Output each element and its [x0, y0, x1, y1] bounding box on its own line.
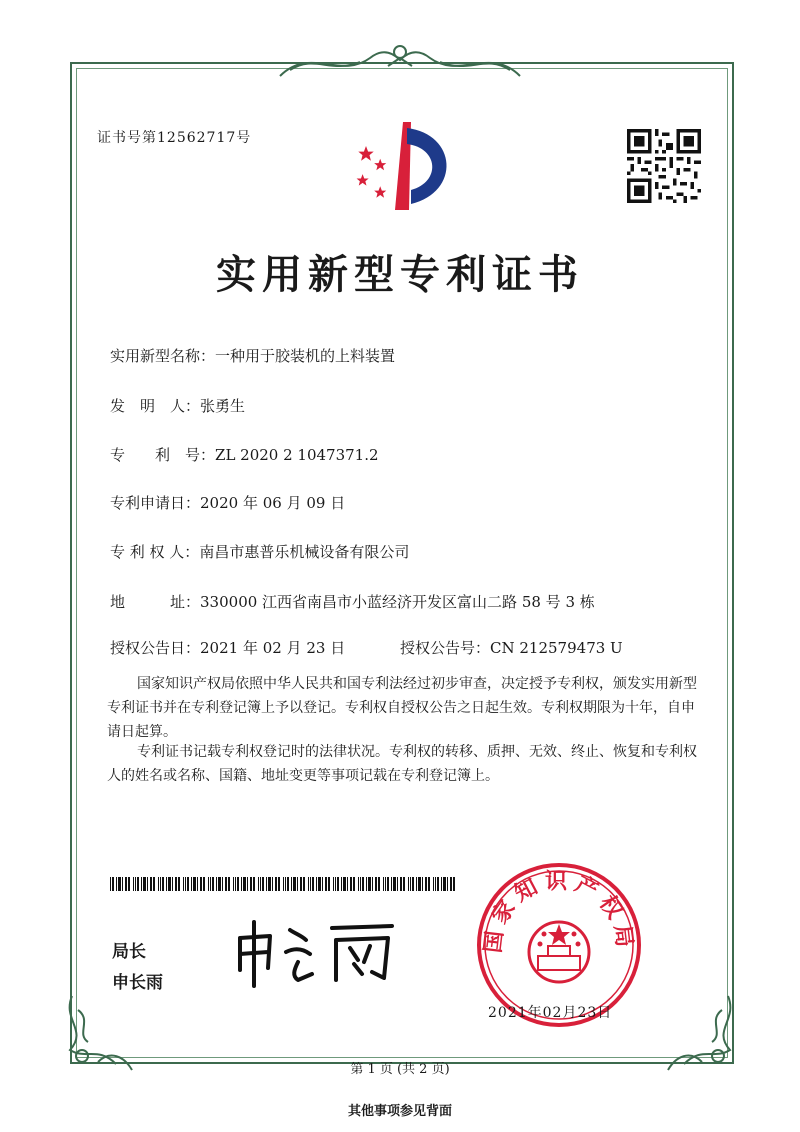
- page-number: 第 1 页 (共 2 页): [350, 1062, 450, 1077]
- field-label: 授权公告日：: [110, 639, 201, 657]
- barcode: [110, 877, 456, 891]
- field-inventor: [110, 395, 245, 416]
- handwritten-signature: [232, 918, 402, 990]
- certificate-number: 证书号第12562717号: [97, 130, 252, 146]
- qr-code: [627, 128, 701, 204]
- seal-date: 2021年02月23日: [488, 1005, 613, 1021]
- field-value: 2020 年 06 月 09 日: [200, 494, 346, 512]
- field-label: 专 利 权 人：: [110, 543, 200, 561]
- field-label: 发 明 人：: [110, 397, 201, 415]
- chief-name: 申长雨: [112, 973, 163, 993]
- field-value: 一种用于胶装机的上料装置: [215, 347, 396, 365]
- field-address: [110, 591, 595, 612]
- chief-title: 局长: [112, 942, 146, 962]
- statement-paragraph-1: 国家知识产权局依照中华人民共和国专利法经过初步审查，决定授予专利权，颁发实用新型专利证书并在专利登记簿上予以登记。专利权自授权公告之日起生效。专利权期限为十年，自申请日起算。: [107, 676, 697, 740]
- certificate-title: 实用新型专利证书: [216, 252, 584, 298]
- field-patent-number: [110, 444, 379, 465]
- field-value: 2021 年 02 月 23 日: [200, 639, 346, 657]
- field-value: 南昌市惠普乐机械设备有限公司: [199, 543, 410, 561]
- field-value: 330000 江西省南昌市小蓝经济开发区富山二路 58 号 3 栋: [200, 593, 595, 611]
- field-value: 张勇生: [200, 397, 246, 415]
- field-label: 专利申请日：: [110, 494, 201, 512]
- svg-text:国家知识产权局: 国家知识产权局: [480, 869, 638, 955]
- field-label: 实用新型名称：: [110, 347, 216, 365]
- field-announcement-number: [400, 637, 623, 658]
- field-utility-model-name: [110, 345, 395, 366]
- field-filing-date: [110, 492, 345, 513]
- back-note: 其他事项参见背面: [347, 1104, 452, 1119]
- field-label: 授权公告号：: [400, 639, 491, 657]
- statement-paragraph-2: 专利证书记载专利权登记时的法律状况。专利权的转移、质押、无效、终止、恢复和专利权人的姓名或名称、国籍、地址变更等事项记载在专利登记簿上。: [107, 744, 697, 784]
- field-label: 地 址：: [110, 593, 201, 611]
- field-label: 专 利 号：: [110, 446, 216, 464]
- field-patentee: [110, 541, 409, 562]
- cnipa-logo: [345, 118, 465, 218]
- top-ornament: [270, 40, 530, 86]
- field-value: CN 212579473 U: [490, 639, 623, 657]
- field-grant-date: [110, 637, 345, 658]
- field-value: ZL 2020 2 1047371.2: [215, 446, 379, 464]
